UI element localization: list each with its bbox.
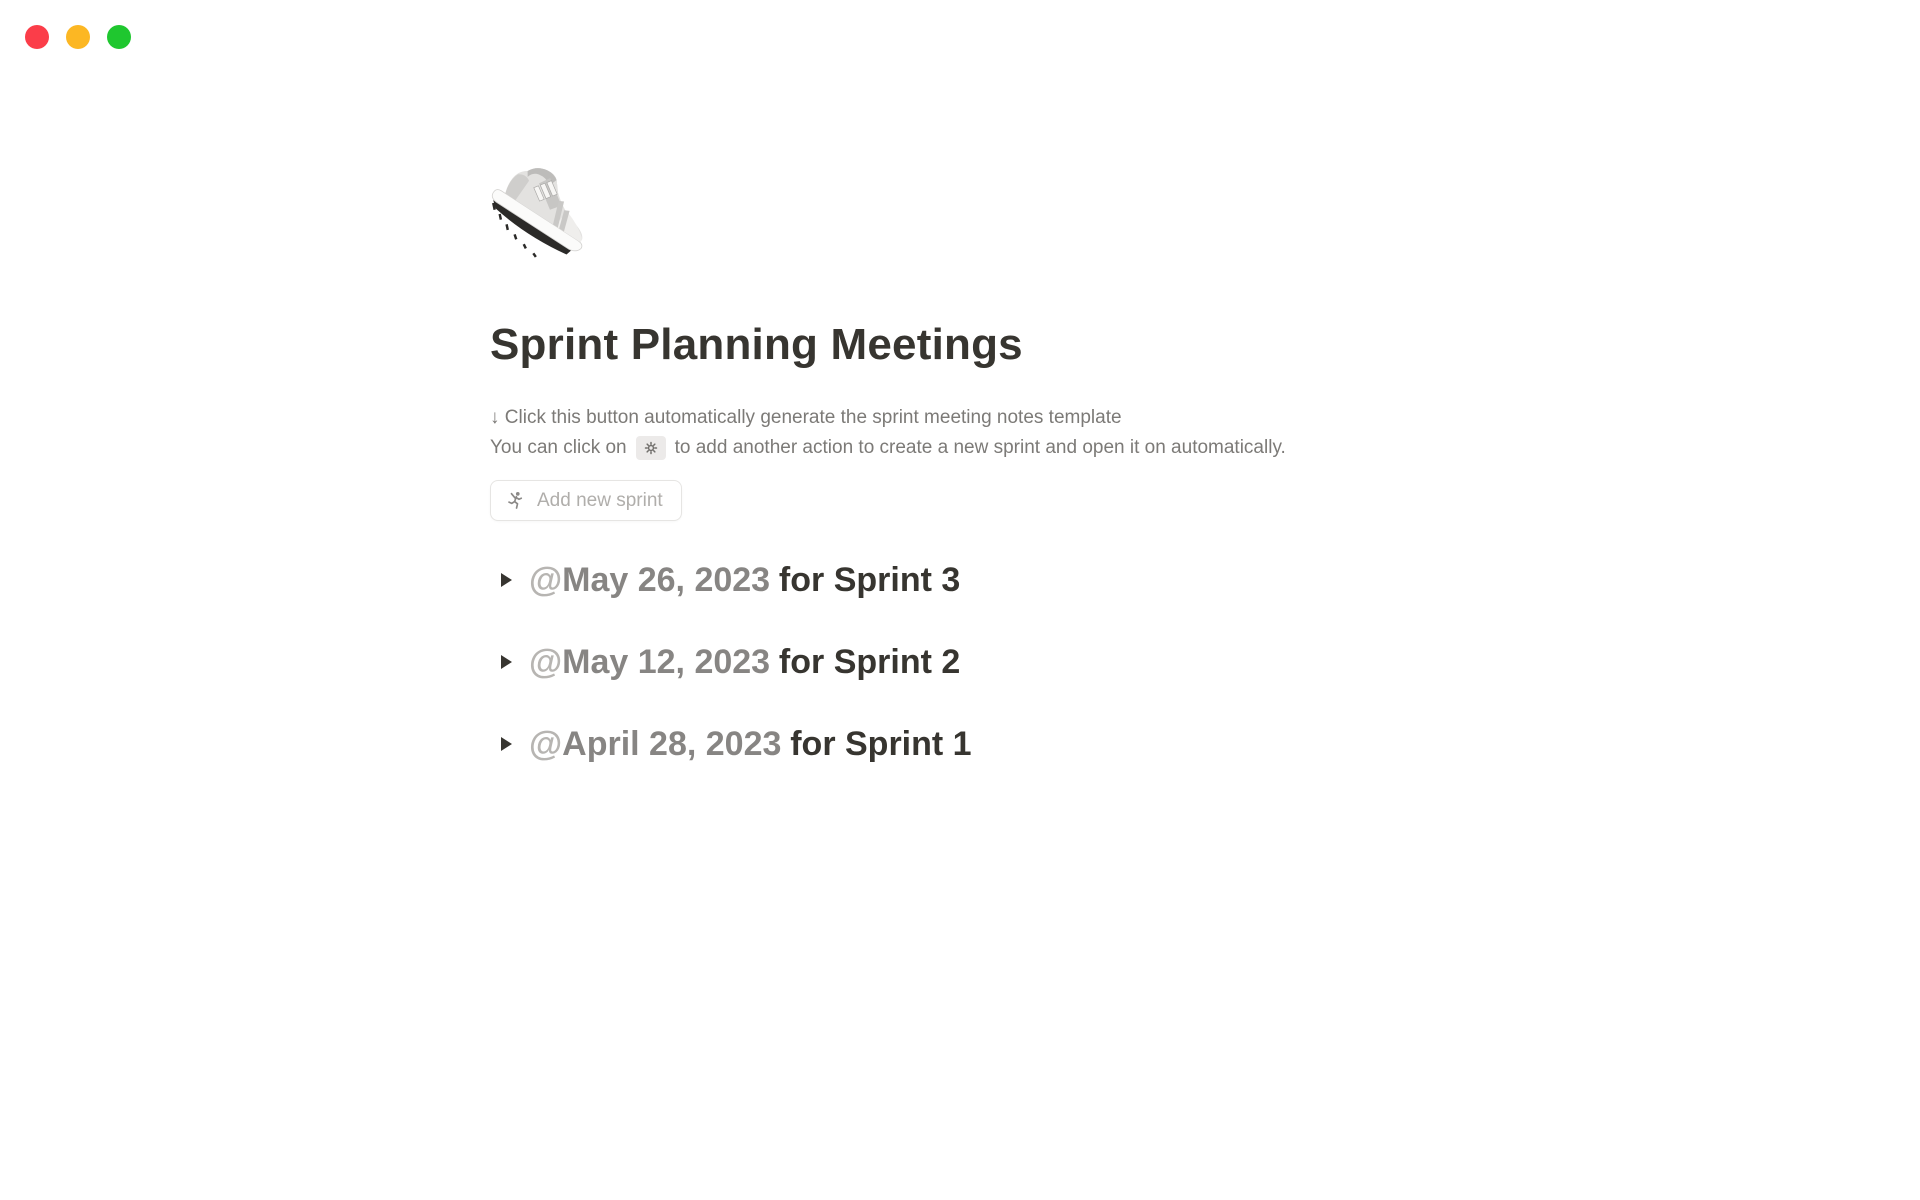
description-line-2: [490, 433, 1286, 463]
description-line-2-suffix: to add another action to create a new sprint and open it on automatically.: [674, 437, 1286, 458]
toggle-heading: @May 12, 2023 for Sprint 2: [529, 643, 961, 681]
running-shoe-icon: [484, 148, 606, 270]
triangle-right-icon[interactable]: [501, 655, 512, 669]
triangle-right-icon[interactable]: [501, 737, 512, 751]
page-description: [490, 403, 1286, 463]
date-mention[interactable]: @May 12, 2023: [529, 643, 771, 681]
page-icon-running-shoe-icon[interactable]: [484, 148, 606, 270]
toggle-heading: @April 28, 2023 for Sprint 1: [529, 725, 972, 763]
page-title: Sprint Planning Meetings: [490, 320, 1023, 369]
add-new-sprint-button[interactable]: [490, 480, 682, 521]
triangle-right-icon[interactable]: [501, 573, 512, 587]
toggle-row-sprint-2[interactable]: [490, 638, 972, 686]
date-mention[interactable]: @April 28, 2023: [529, 725, 782, 763]
close-button[interactable]: [25, 25, 49, 49]
zoom-button[interactable]: [107, 25, 131, 49]
sprint-toggle-list: [490, 556, 972, 802]
window-controls: [25, 25, 131, 49]
add-new-sprint-label: Add new sprint: [537, 489, 663, 511]
gear-icon[interactable]: [636, 436, 666, 460]
toggle-heading: @May 26, 2023 for Sprint 3: [529, 561, 961, 599]
minimize-button[interactable]: [66, 25, 90, 49]
toggle-row-sprint-1[interactable]: [490, 720, 972, 768]
toggle-row-sprint-3[interactable]: [490, 556, 972, 604]
description-line-2-prefix: You can click on: [490, 437, 627, 458]
running-person-icon: [505, 490, 526, 511]
description-line-1: ↓ Click this button automatically generate the sprint meeting notes template: [490, 407, 1122, 428]
date-mention[interactable]: @May 26, 2023: [529, 561, 771, 599]
